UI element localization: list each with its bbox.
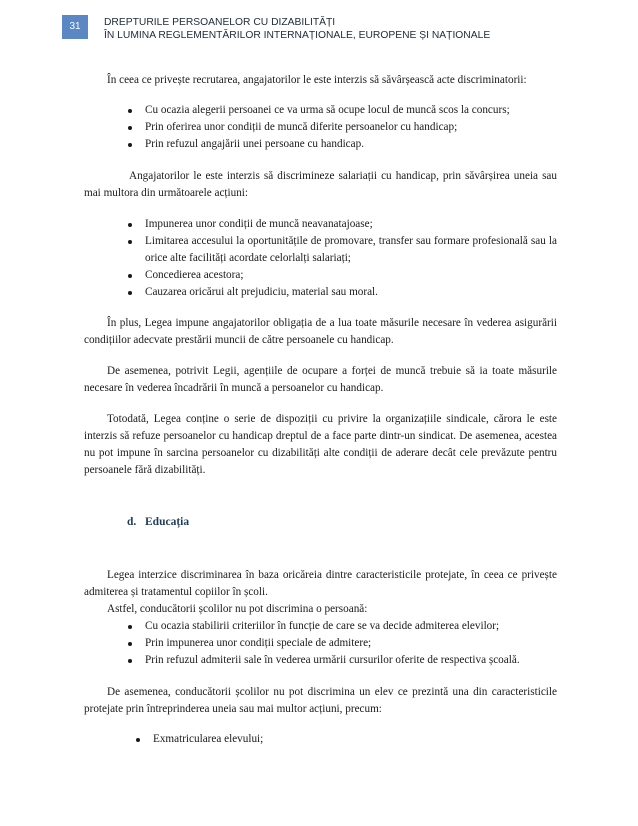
- list-item-text: Prin refuzul angajării unei persoane cu handicap.: [145, 138, 364, 150]
- list-item: [128, 233, 557, 267]
- list-item: [128, 102, 557, 119]
- bullet-icon: [128, 126, 132, 130]
- section-marker: d.: [127, 516, 137, 528]
- bullet-icon: [128, 223, 132, 227]
- list-item: [128, 618, 557, 635]
- paragraph: Astfel, conducătorii școlilor nu pot discrimina o persoană:: [107, 603, 368, 615]
- bullet-icon: [136, 738, 140, 742]
- bullet-icon: [128, 143, 132, 147]
- bullet-icon: [128, 625, 132, 629]
- bullet-icon: [128, 659, 132, 663]
- list-item: [128, 652, 557, 669]
- bullet-list-student-actions: [84, 731, 557, 748]
- list-item-text: Concedierea acestora;: [145, 269, 244, 281]
- paragraph: Legea interzice discriminarea în baza oricăreia dintre caracteristicile protejate, în ceea ce privește admiterea și tratamentul copiilor în școli.: [84, 569, 557, 598]
- bullet-list-recruitment: [84, 102, 557, 153]
- list-item-text: Cu ocazia stabilirii criteriilor în funcție de care se va decide admiterea elevilor;: [145, 620, 500, 632]
- page-body: [84, 72, 557, 748]
- running-header: [104, 16, 584, 42]
- paragraph: De asemenea, conducătorii școlilor nu pot discrimina un elev ce prezintă una din caracteristicile protejate prin întreprinderea uneia sau mai multor acțiuni, precum:: [84, 686, 557, 715]
- list-item: [128, 267, 557, 284]
- list-item-text: Cauzarea oricărui alt prejudiciu, material sau moral.: [145, 286, 378, 298]
- list-item: [128, 635, 557, 652]
- list-item: [128, 136, 557, 153]
- bullet-icon: [128, 274, 132, 278]
- list-item-text: Impunerea unor condiții de muncă neavanatajoase;: [145, 218, 373, 230]
- list-item: [136, 731, 557, 748]
- list-item: [128, 119, 557, 136]
- paragraph: Angajatorilor le este interzis să discrimineze salariații cu handicap, prin săvârșirea uneia sau mai multora din următoarele acțiuni:: [84, 170, 557, 199]
- bullet-icon: [128, 240, 132, 244]
- bullet-icon: [128, 291, 132, 295]
- paragraph: În ceea ce privește recrutarea, angajatorilor le este interzis să săvârșească acte discriminatorii:: [107, 74, 527, 86]
- list-item-text: Prin refuzul admiterii sale în vederea urmării cursurilor oferite de respectiva școală.: [145, 654, 520, 666]
- paragraph: De asemenea, potrivit Legii, agențiile de ocupare a forței de muncă trebuie să ia toate măsurile necesare în vederea încadrării în muncă a persoanelor cu handicap.: [84, 365, 557, 394]
- paragraph: În plus, Legea impune angajatorilor obligația de a lua toate măsurile necesare în vederea asigurării condițiilor adecvate prestării muncii de către persoanele cu handicap.: [84, 317, 557, 346]
- section-title: Educația: [145, 516, 190, 528]
- page-number: 31: [62, 15, 88, 39]
- list-item: [128, 216, 557, 233]
- list-item-text: Prin oferirea unor condiții de muncă diferite persoanelor cu handicap;: [145, 121, 458, 133]
- list-item-text: Cu ocazia alegerii persoanei ce va urma să ocupe locul de muncă scos la concurs;: [145, 104, 510, 116]
- bullet-list-admission: [84, 618, 557, 669]
- list-item: [128, 284, 557, 301]
- bullet-icon: [128, 109, 132, 113]
- list-item-text: Exmatricularea elevului;: [153, 733, 264, 745]
- section-heading: [127, 514, 557, 531]
- paragraph: Totodată, Legea conține o serie de dispoziții cu privire la organizațiile sindicale, cărora le este interzis să refuze persoanelor cu handicap dreptul de a face parte dintr-un sindicat. De asemenea, acestea nu pot impune în sarcina persoanelor cu dizabilități alte condiții de aderare decât cele prevăzute pentru persoanele fără dizabilități.: [84, 413, 557, 476]
- list-item-text: Limitarea accesului la oportunitățile de promovare, transfer sau formare profesională sau la orice alte facilități acordate celorlalți salariați;: [145, 235, 557, 264]
- header-title-line-1: DREPTURILE PERSOANELOR CU DIZABILITĂȚI: [104, 17, 336, 28]
- bullet-icon: [128, 642, 132, 646]
- bullet-list-employees: [84, 216, 557, 301]
- list-item-text: Prin impunerea unor condiții speciale de admitere;: [145, 637, 372, 649]
- header-title-line-2: ÎN LUMINA REGLEMENTĂRILOR INTERNAȚIONALE, EUROPENE ȘI NAȚIONALE: [104, 30, 491, 41]
